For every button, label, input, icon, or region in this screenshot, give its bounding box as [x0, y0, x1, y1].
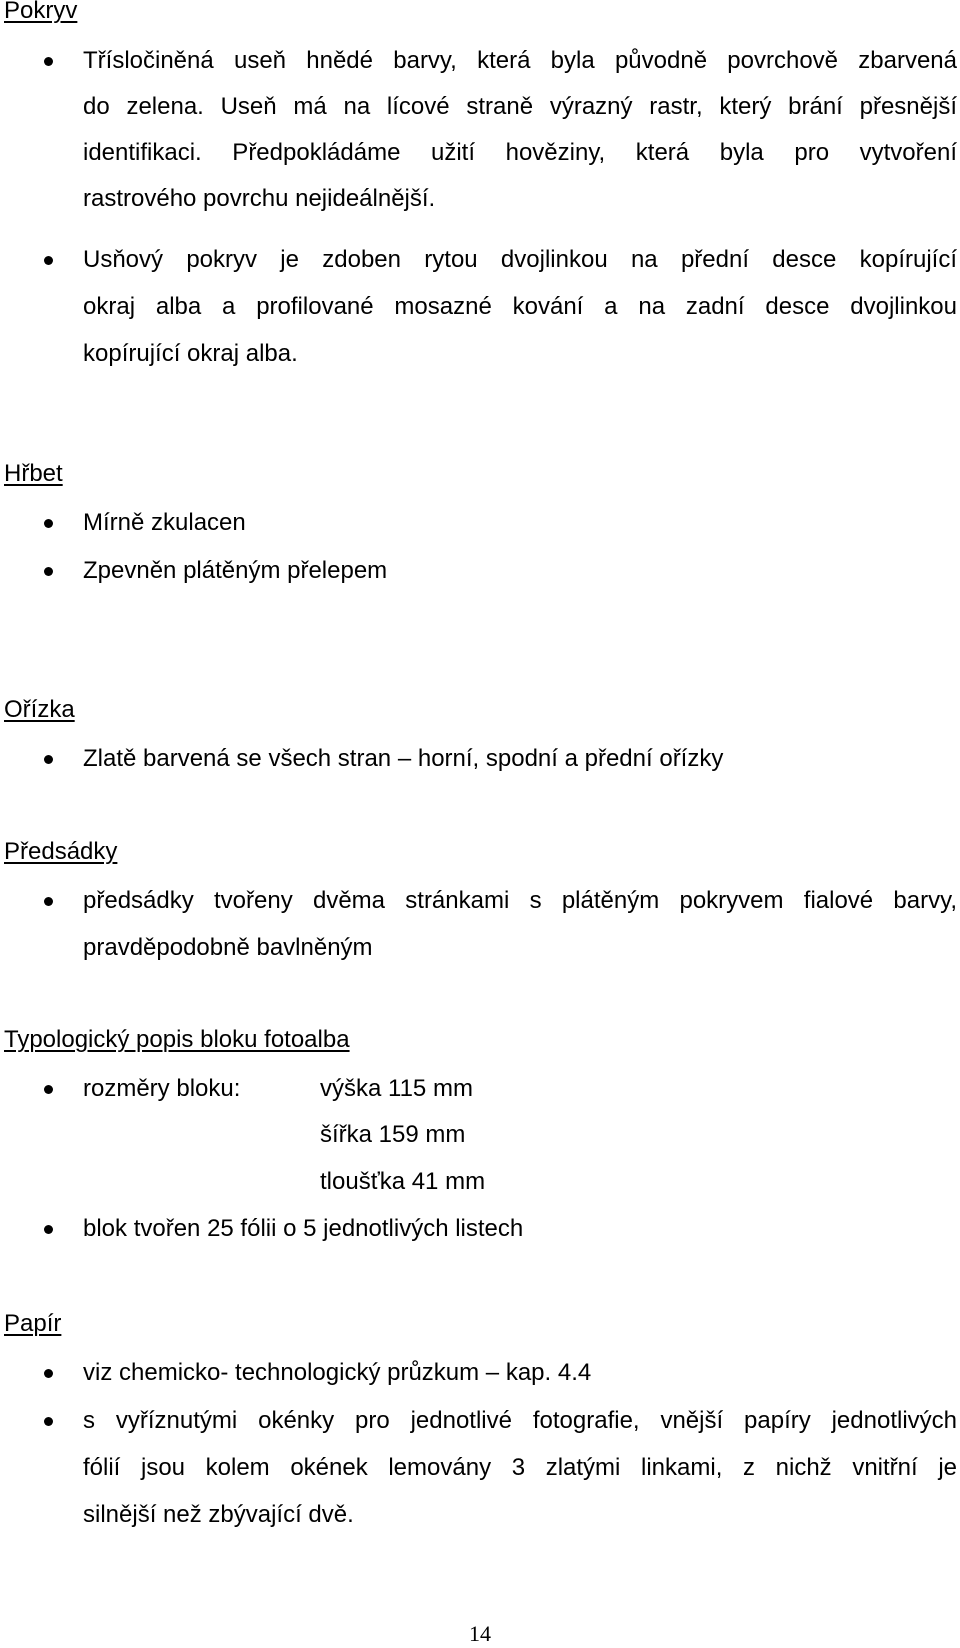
bullet — [44, 1225, 53, 1234]
pokryv-item2-line2: okraj alba a profilované mosazné kování a na zadní desce dvojlinkou — [83, 293, 957, 320]
heading-papir: Papír — [4, 1310, 62, 1337]
hrbet-item1: Mírně zkulacen — [83, 509, 246, 536]
dimension-width: šířka 159 mm — [320, 1121, 466, 1148]
bullet — [44, 1417, 53, 1426]
papir-item2-line1: s vyříznutými okénky pro jednotlivé fotografie, vnější papíry jednotlivých — [83, 1407, 957, 1434]
predsadky-item1-line1: předsádky tvořeny dvěma stránkami s plátěným pokryvem fialové barvy, — [83, 887, 957, 914]
bullet — [44, 256, 53, 265]
typologicky-item2: blok tvořen 25 fólii o 5 jednotlivých listech — [83, 1215, 524, 1242]
pokryv-item2-line1: Usňový pokryv je zdoben rytou dvojlinkou na přední desce kopírující — [83, 246, 957, 273]
papir-item2-line2: fólií jsou kolem okének lemovány 3 zlatými linkami, z nichž vnitřní je — [83, 1454, 957, 1481]
bullet — [44, 57, 53, 66]
hrbet-item2: Zpevněn plátěným přelepem — [83, 557, 388, 584]
heading-orizka: Ořízka — [4, 696, 75, 723]
bullet — [44, 1085, 53, 1094]
dimensions-label: rozměry bloku: — [83, 1075, 241, 1102]
papir-item2-line3: silnější než zbývající dvě. — [83, 1501, 354, 1528]
pokryv-item2-line3: kopírující okraj alba. — [83, 340, 298, 367]
bullet — [44, 519, 53, 528]
dimension-height: výška 115 mm — [320, 1075, 473, 1102]
orizka-item1: Zlatě barvená se všech stran – horní, spodní a přední ořízky — [83, 745, 724, 772]
heading-predsadky: Předsádky — [4, 838, 118, 865]
bullet — [44, 755, 53, 764]
heading-hrbet: Hřbet — [4, 460, 63, 487]
bullet — [44, 1369, 53, 1378]
pokryv-item1-line3: identifikaci. Předpokládáme užití hověziny, která byla pro vytvoření — [83, 139, 957, 166]
bullet — [44, 897, 53, 906]
heading-typologicky: Typologický popis bloku fotoalba — [4, 1026, 350, 1053]
predsadky-item1-line2: pravděpodobně bavlněným — [83, 934, 373, 961]
pokryv-item1-line2: do zelena. Useň má na lícové straně výrazný rastr, který brání přesnější — [83, 93, 957, 120]
pokryv-item1-line4: rastrového povrchu nejideálnější. — [83, 185, 436, 212]
page-number: 14 — [469, 1621, 491, 1646]
papir-item1: viz chemicko- technologický průzkum – kap. 4.4 — [83, 1359, 592, 1386]
bullet — [44, 567, 53, 576]
heading-pokryv: Pokryv — [4, 0, 78, 24]
dimension-thickness: tloušťka 41 mm — [320, 1168, 486, 1195]
pokryv-item1-line1: Třísločiněná useň hnědé barvy, která byla původně povrchově zbarvená — [83, 47, 957, 74]
